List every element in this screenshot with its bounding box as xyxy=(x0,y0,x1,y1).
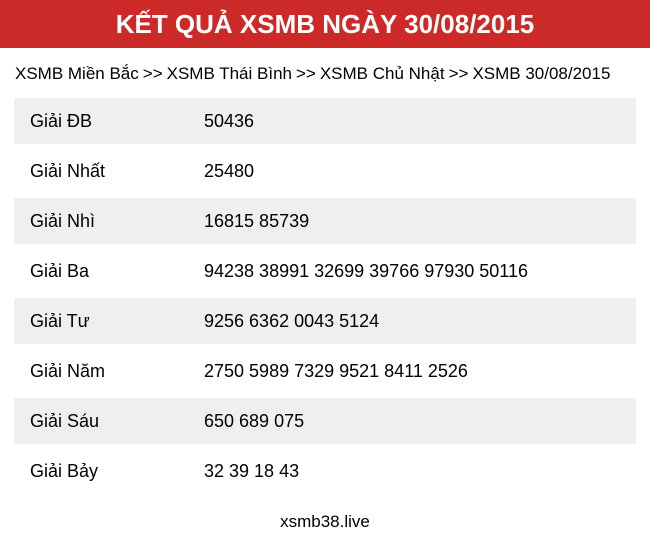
page-title: KẾT QUẢ XSMB NGÀY 30/08/2015 xyxy=(115,8,535,39)
breadcrumb-separator: >> xyxy=(448,64,469,83)
table-row-giai-sau xyxy=(14,398,636,444)
prize-numbers: 32 39 18 43 xyxy=(204,460,300,481)
breadcrumb-link-xsmb-thai-binh[interactable]: XSMB Thái Bình xyxy=(166,64,292,83)
breadcrumb-link-xsmb-date[interactable]: XSMB 30/08/2015 xyxy=(472,64,611,83)
prize-label: Giải Bảy xyxy=(30,460,99,481)
results-table xyxy=(14,98,636,494)
page-footer xyxy=(0,512,650,532)
prize-numbers: 25480 xyxy=(204,160,255,181)
breadcrumb-separator: >> xyxy=(142,64,163,83)
prize-label: Giải Nhì xyxy=(30,210,96,231)
prize-numbers: 2750 5989 7329 9521 8411 2526 xyxy=(204,360,468,381)
breadcrumb xyxy=(15,63,636,85)
table-row-giai-db xyxy=(14,98,636,144)
breadcrumb-link-xsmb-mien-bac[interactable]: XSMB Miền Bắc xyxy=(15,64,139,83)
table-row-giai-nam xyxy=(14,348,636,394)
table-row-giai-bay xyxy=(14,448,636,494)
table-row-giai-nhat xyxy=(14,148,636,194)
prize-label: Giải Tư xyxy=(30,310,90,331)
prize-numbers: 50436 xyxy=(204,110,255,131)
prize-numbers: 94238 38991 32699 39766 97930 50116 xyxy=(204,260,528,281)
site-name-link[interactable]: xsmb38.live xyxy=(280,512,370,531)
table-row-giai-ba xyxy=(14,248,636,294)
prize-label: Giải Sáu xyxy=(30,410,100,431)
prize-numbers: 16815 85739 xyxy=(204,210,310,231)
prize-label: Giải Nhất xyxy=(30,160,106,181)
table-row-giai-nhi xyxy=(14,198,636,244)
prize-label: Giải Năm xyxy=(30,360,106,381)
breadcrumb-separator: >> xyxy=(295,64,316,83)
prize-label: Giải Ba xyxy=(30,260,90,281)
breadcrumb-link-xsmb-chu-nhat[interactable]: XSMB Chủ Nhật xyxy=(319,64,445,83)
page-header xyxy=(0,0,650,48)
table-row-giai-tu xyxy=(14,298,636,344)
prize-label: Giải ĐB xyxy=(30,110,93,131)
prize-numbers: 9256 6362 0043 5124 xyxy=(204,310,380,331)
prize-numbers: 650 689 075 xyxy=(204,410,305,431)
